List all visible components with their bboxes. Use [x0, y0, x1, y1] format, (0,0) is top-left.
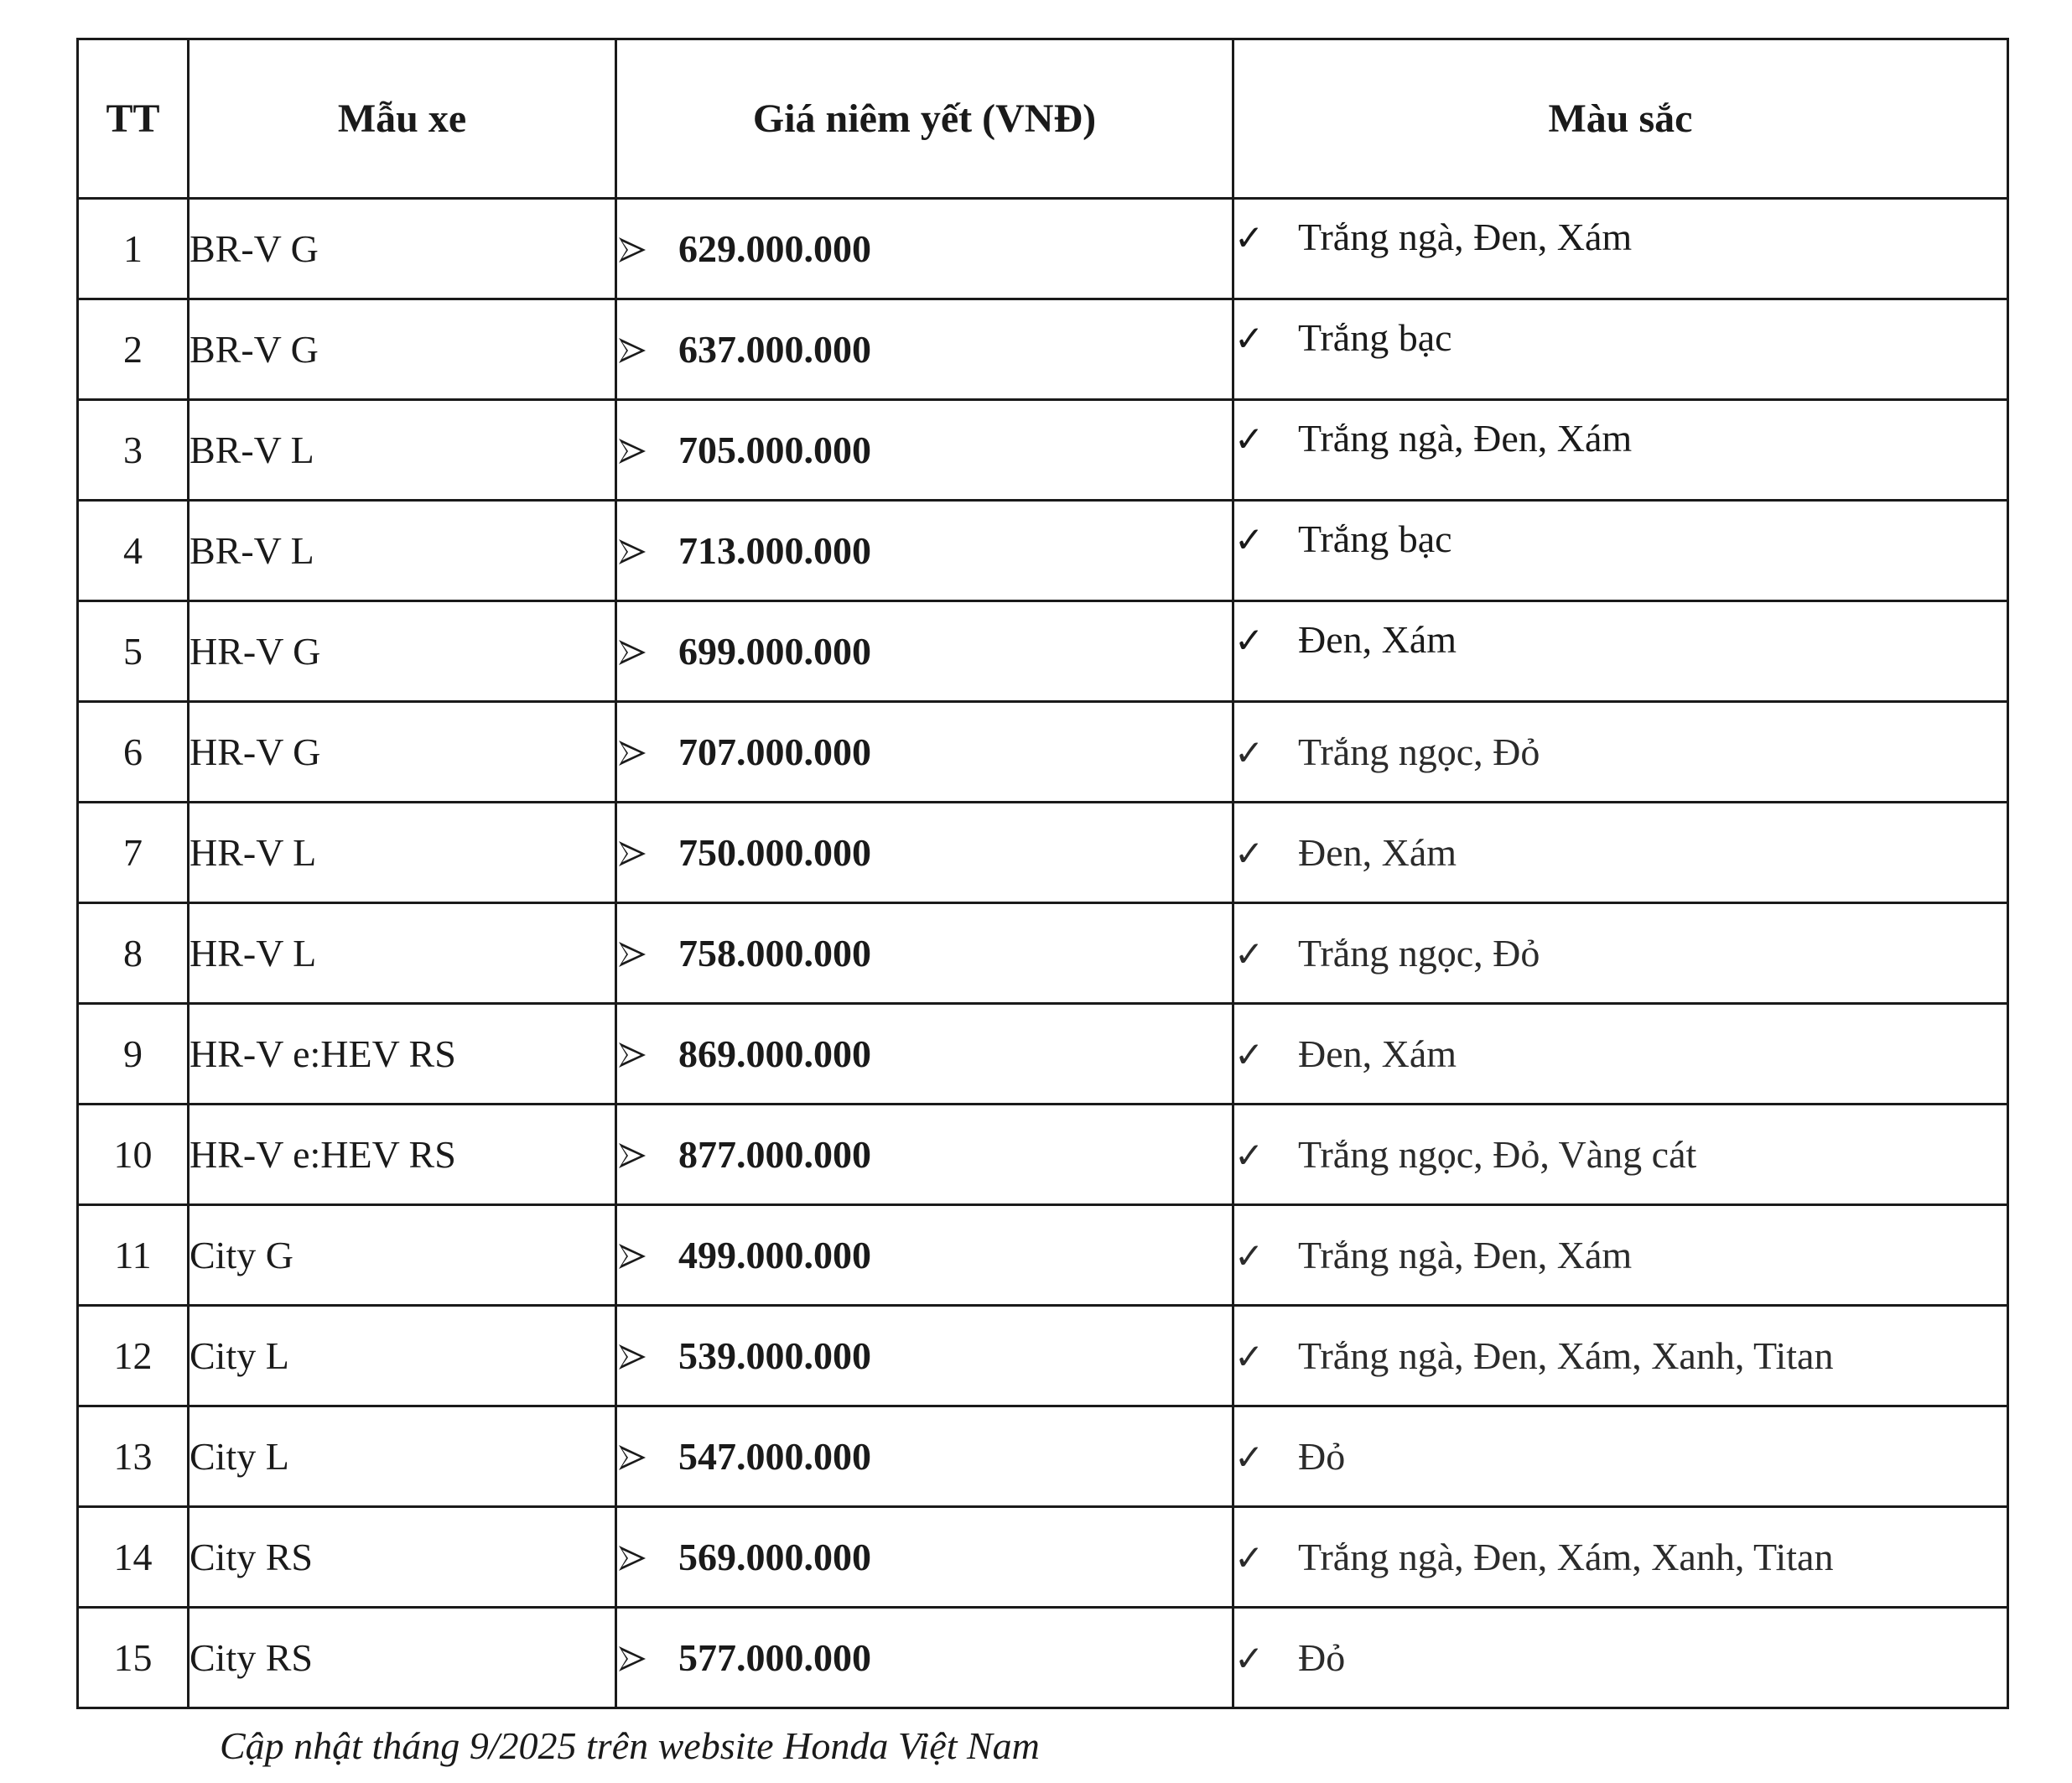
row-colors: Đen, Xám: [1298, 1032, 1457, 1075]
row-color-cell: [1233, 1004, 2008, 1105]
row-price: 707.000.000: [678, 730, 871, 773]
header-tt: TT: [78, 39, 189, 199]
row-number: 3: [78, 400, 189, 501]
row-model: HR-V e:HEV RS: [189, 1105, 616, 1205]
footnote: Cập nhật tháng 9/2025 trên website Honda Việt Nam: [220, 1724, 1040, 1767]
row-colors: Đen, Xám: [1298, 831, 1457, 874]
row-number: 8: [78, 903, 189, 1004]
row-model: HR-V e:HEV RS: [189, 1004, 616, 1105]
arrowhead-bullet-icon: [617, 1443, 647, 1473]
row-price-cell: [616, 1507, 1233, 1608]
row-color-cell: [1233, 1406, 2008, 1507]
row-colors: Đỏ: [1298, 1435, 1346, 1478]
check-mark-icon: ✓: [1234, 1336, 1264, 1377]
check-mark-icon: ✓: [1234, 217, 1264, 258]
table-row: [78, 199, 2008, 299]
check-mark-icon: ✓: [1234, 1034, 1264, 1075]
header-color: Màu sắc: [1233, 39, 2008, 199]
row-model: City RS: [189, 1608, 616, 1708]
check-mark-icon: ✓: [1234, 732, 1264, 773]
row-colors: Trắng ngà, Đen, Xám: [1298, 1234, 1633, 1276]
row-price-cell: [616, 803, 1233, 903]
row-price: 758.000.000: [678, 932, 871, 975]
arrowhead-bullet-icon: [617, 1644, 647, 1674]
row-price: 699.000.000: [678, 630, 871, 673]
check-mark-icon: ✓: [1234, 620, 1264, 661]
row-color-cell: [1233, 1507, 2008, 1608]
row-model: City L: [189, 1406, 616, 1507]
check-mark-icon: ✓: [1234, 833, 1264, 874]
row-number: 5: [78, 601, 189, 702]
row-colors: Trắng ngà, Đen, Xám: [1298, 216, 1633, 258]
row-number: 1: [78, 199, 189, 299]
row-model: BR-V G: [189, 299, 616, 400]
row-price-cell: [616, 400, 1233, 501]
row-price-cell: [616, 601, 1233, 702]
row-number: 11: [78, 1205, 189, 1306]
row-model: BR-V L: [189, 400, 616, 501]
row-colors: Trắng ngọc, Đỏ: [1298, 730, 1540, 773]
row-color-cell: [1233, 1205, 2008, 1306]
arrowhead-bullet-icon: [617, 637, 647, 668]
row-color-cell: [1233, 1608, 2008, 1708]
arrowhead-bullet-icon: [617, 1141, 647, 1171]
row-price-cell: [616, 1205, 1233, 1306]
check-mark-icon: ✓: [1234, 1135, 1264, 1176]
row-color-cell: [1233, 299, 2008, 400]
row-price-cell: [616, 199, 1233, 299]
row-colors: Trắng ngà, Đen, Xám, Xanh, Titan: [1298, 1536, 1834, 1578]
header-price: Giá niêm yết (VNĐ): [616, 39, 1233, 199]
check-mark-icon: ✓: [1234, 933, 1264, 975]
arrowhead-bullet-icon: [617, 839, 647, 869]
row-colors: Trắng ngà, Đen, Xám: [1298, 417, 1633, 460]
row-number: 13: [78, 1406, 189, 1507]
row-price: 629.000.000: [678, 227, 871, 270]
table-row: [78, 1105, 2008, 1205]
row-number: 7: [78, 803, 189, 903]
row-number: 9: [78, 1004, 189, 1105]
row-price-cell: [616, 702, 1233, 803]
row-model: HR-V G: [189, 601, 616, 702]
table-body: [78, 199, 2008, 1708]
row-price-cell: [616, 1004, 1233, 1105]
row-model: City G: [189, 1205, 616, 1306]
row-colors: Trắng ngọc, Đỏ: [1298, 932, 1540, 975]
table-row: [78, 1306, 2008, 1406]
row-price-cell: [616, 1306, 1233, 1406]
row-model: City RS: [189, 1507, 616, 1608]
arrowhead-bullet-icon: [617, 436, 647, 466]
row-color-cell: [1233, 903, 2008, 1004]
row-price-cell: [616, 299, 1233, 400]
row-colors: Trắng ngà, Đen, Xám, Xanh, Titan: [1298, 1334, 1834, 1377]
row-color-cell: [1233, 501, 2008, 601]
row-price-cell: [616, 501, 1233, 601]
row-price: 547.000.000: [678, 1435, 871, 1478]
row-model: HR-V L: [189, 803, 616, 903]
row-colors: Đỏ: [1298, 1636, 1346, 1679]
table-row: [78, 1205, 2008, 1306]
row-color-cell: [1233, 1105, 2008, 1205]
row-price-cell: [616, 903, 1233, 1004]
row-number: 6: [78, 702, 189, 803]
row-price-cell: [616, 1406, 1233, 1507]
row-model: BR-V G: [189, 199, 616, 299]
arrowhead-bullet-icon: [617, 939, 647, 969]
check-mark-icon: ✓: [1234, 1437, 1264, 1478]
table-row: [78, 1004, 2008, 1105]
row-price: 569.000.000: [678, 1536, 871, 1578]
row-price: 539.000.000: [678, 1334, 871, 1377]
row-color-cell: [1233, 803, 2008, 903]
row-colors: Trắng bạc: [1298, 517, 1452, 560]
arrowhead-bullet-icon: [617, 1241, 647, 1271]
row-model: BR-V L: [189, 501, 616, 601]
check-mark-icon: ✓: [1234, 1537, 1264, 1578]
row-colors: Trắng ngọc, Đỏ, Vàng cát: [1298, 1133, 1697, 1176]
arrowhead-bullet-icon: [617, 1543, 647, 1573]
row-colors: Đen, Xám: [1298, 618, 1457, 661]
row-price: 637.000.000: [678, 328, 871, 371]
table-row: [78, 601, 2008, 702]
row-price-cell: [616, 1105, 1233, 1205]
row-price: 877.000.000: [678, 1133, 871, 1176]
row-price: 705.000.000: [678, 429, 871, 471]
arrowhead-bullet-icon: [617, 1342, 647, 1372]
check-mark-icon: ✓: [1234, 1235, 1264, 1276]
row-color-cell: [1233, 702, 2008, 803]
row-model: City L: [189, 1306, 616, 1406]
arrowhead-bullet-icon: [617, 537, 647, 567]
table-header-row: [78, 39, 2008, 199]
table-row: [78, 803, 2008, 903]
table-row: [78, 501, 2008, 601]
row-price: 577.000.000: [678, 1636, 871, 1679]
arrowhead-bullet-icon: [617, 738, 647, 768]
table-row: [78, 702, 2008, 803]
row-price: 499.000.000: [678, 1234, 871, 1276]
check-mark-icon: ✓: [1234, 1638, 1264, 1679]
table-row: [78, 299, 2008, 400]
table-row: [78, 903, 2008, 1004]
check-mark-icon: ✓: [1234, 519, 1264, 560]
row-color-cell: [1233, 400, 2008, 501]
row-color-cell: [1233, 199, 2008, 299]
table-row: [78, 1406, 2008, 1507]
table-row: [78, 1608, 2008, 1708]
row-number: 2: [78, 299, 189, 400]
arrowhead-bullet-icon: [617, 235, 647, 265]
price-table: [76, 38, 2009, 1709]
row-model: HR-V G: [189, 702, 616, 803]
row-price: 750.000.000: [678, 831, 871, 874]
check-mark-icon: ✓: [1234, 418, 1264, 460]
row-number: 10: [78, 1105, 189, 1205]
row-color-cell: [1233, 601, 2008, 702]
header-model: Mẫu xe: [189, 39, 616, 199]
table-row: [78, 400, 2008, 501]
row-colors: Trắng bạc: [1298, 316, 1452, 359]
row-number: 14: [78, 1507, 189, 1608]
check-mark-icon: ✓: [1234, 318, 1264, 359]
arrowhead-bullet-icon: [617, 335, 647, 366]
table-row: [78, 1507, 2008, 1608]
row-number: 4: [78, 501, 189, 601]
row-model: HR-V L: [189, 903, 616, 1004]
row-number: 15: [78, 1608, 189, 1708]
row-price: 869.000.000: [678, 1032, 871, 1075]
arrowhead-bullet-icon: [617, 1040, 647, 1070]
row-price: 713.000.000: [678, 529, 871, 572]
row-color-cell: [1233, 1306, 2008, 1406]
row-price-cell: [616, 1608, 1233, 1708]
row-number: 12: [78, 1306, 189, 1406]
